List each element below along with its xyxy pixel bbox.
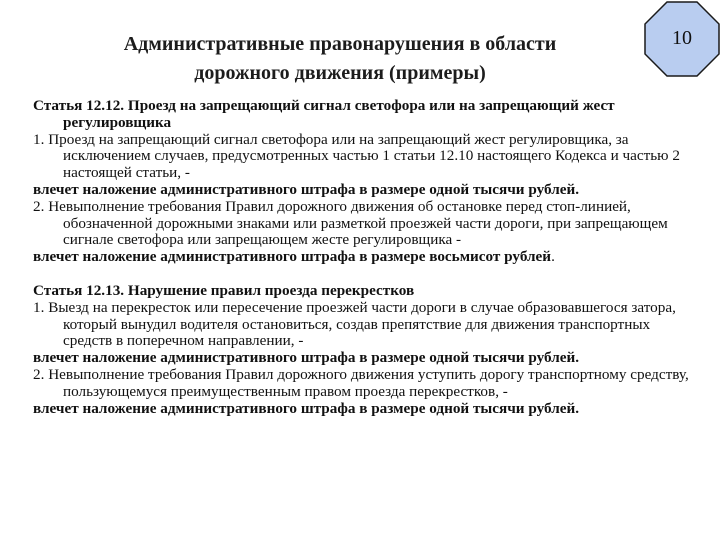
article-12-13-heading: Статья 12.13. Нарушение правил проезда перекрестков <box>33 281 415 299</box>
page-number-badge <box>643 0 720 78</box>
article-12-12-heading: Статья 12.12. Проезд на запрещающий сигнал светофора или на запрещающий жест регулировщика <box>33 97 615 131</box>
penalty-text: влечет наложение административного штрафа в размере одной тысячи рублей <box>33 349 576 367</box>
article-12-13-part-2: 2. Невыполнение требования Правил дорожного движения уступить дорогу транспортному средству, пользующемуся преимущественным правом проезда перекрестков, - <box>33 365 689 400</box>
article-12-12-part-1: 1. Проезд на запрещающий сигнал светофора или на запрещающий жест регулировщика, за исключением случаев, предусмотренных частью 1 статьи 12.10 настоящего Кодекса и частью 2 настоящей статьи, - <box>33 130 680 182</box>
article-12-12-part-1-penalty <box>33 182 693 199</box>
penalty-dot: . <box>575 349 580 367</box>
article-12-13-part-1: 1. Выезд на перекресток или пересечение проезжей части дороги в случае образовавшегося затора, который вынудил водителя остановиться, создав препятствие для движения транспортных средств в поперечном направлении, - <box>33 298 676 350</box>
article-12-12-part-2-penalty <box>33 249 693 266</box>
penalty-text: влечет наложение административного штрафа в размере восьмисот рублей <box>33 248 552 266</box>
article-12-13-part-2-penalty <box>33 401 693 418</box>
slide-title <box>70 30 610 88</box>
penalty-dot: . <box>551 248 555 266</box>
title-line-1: Административные правонарушения в области <box>123 33 557 55</box>
penalty-text: влечет наложение административного штрафа в размере одной тысячи рублей <box>33 399 576 417</box>
page-number: 10 <box>672 27 692 49</box>
penalty-dot: . <box>575 180 580 198</box>
slide-body <box>33 98 693 417</box>
title-line-2: дорожного движения (примеры) <box>194 62 486 84</box>
article-12-12-part-2: 2. Невыполнение требования Правил дорожного движения об остановке перед стоп-линией, обозначенной дорожными знаками или разметкой проезжей части дороги, при запрещающем сигнале светофора или запрещающем жесте регулировщика - <box>33 197 668 249</box>
penalty-dot: . <box>575 399 580 417</box>
penalty-text: влечет наложение административного штрафа в размере одной тысячи рублей <box>33 180 576 198</box>
section-gap <box>33 266 693 283</box>
article-12-13-part-1-penalty <box>33 350 693 367</box>
